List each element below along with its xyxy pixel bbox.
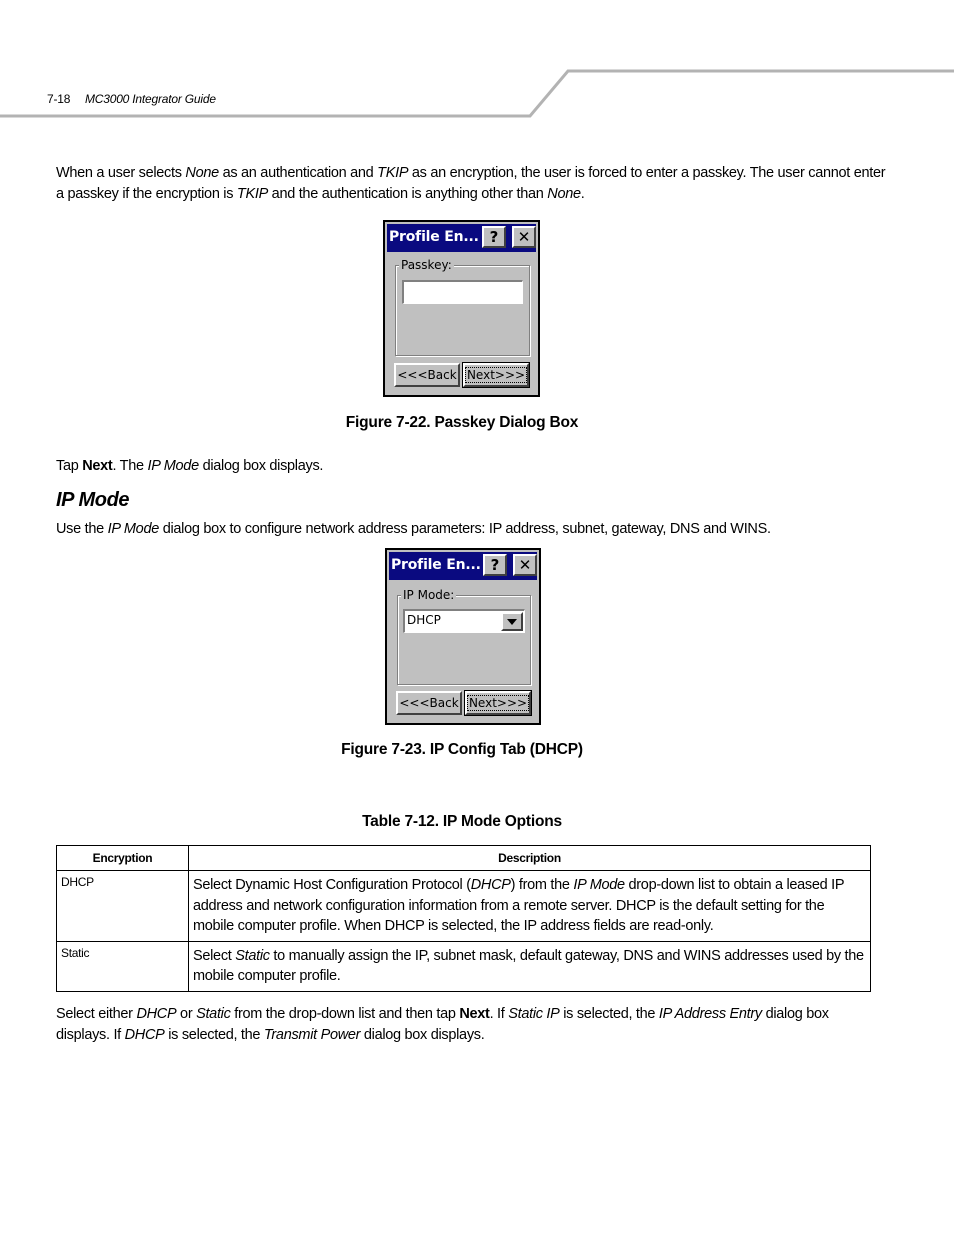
close-icon[interactable]: ✕	[512, 226, 536, 248]
encryption-cell: DHCP	[57, 871, 189, 942]
description-cell: Select Static to manually assign the IP, subnet mask, default gateway, DNS and WINS addresses used by the mobile computer profile.	[189, 941, 871, 991]
closing-paragraph: Select either DHCP or Static from the drop-down list and then tap Next. If Static IP is selected, the IP Address Entry dialog box displays. If DHCP is selected, the Transmit Power dialog box displays.	[56, 1006, 829, 1043]
ip-mode-selected: DHCP	[407, 613, 441, 627]
table-row	[57, 941, 871, 991]
ip-mode-label: IP Mode:	[403, 588, 455, 602]
table-header-row	[57, 846, 871, 871]
dialog-title: Profile En...	[391, 557, 481, 573]
ip-mode-dropdown[interactable]	[403, 609, 525, 633]
help-icon[interactable]: ?	[482, 226, 506, 248]
help-icon[interactable]: ?	[483, 554, 507, 576]
column-header: Description	[189, 846, 871, 871]
tap-next-text: Tap Next. The IP Mode dialog box displays.	[56, 458, 324, 474]
passkey-label: Passkey:	[401, 258, 452, 272]
dialog-titlebar	[389, 552, 537, 580]
next-button[interactable]: Next>>>	[465, 691, 531, 715]
passkey-input[interactable]	[402, 280, 523, 304]
passkey-group	[395, 258, 530, 356]
figure-caption-ip-config: Figure 7-23. IP Config Tab (DHCP)	[341, 741, 583, 758]
dialog-title: Profile En...	[389, 229, 479, 245]
intro-paragraph: When a user selects None as an authentication and TKIP as an encryption, the user is forced to enter a passkey. The user cannot enter a passkey if the encryption is TKIP and the authentication is anything other than None.	[56, 165, 886, 202]
table-row	[57, 871, 871, 942]
back-button[interactable]: <<<Back	[396, 691, 462, 715]
ip-mode-dialog	[385, 548, 541, 725]
dialog-titlebar	[387, 224, 536, 252]
next-button[interactable]: Next>>>	[463, 363, 529, 387]
chevron-down-icon[interactable]	[501, 612, 523, 631]
column-header: Encryption	[57, 846, 189, 871]
page-number: 7-18	[47, 92, 71, 106]
ip-mode-options-table	[56, 845, 871, 992]
description-cell: Select Dynamic Host Configuration Protocol (DHCP) from the IP Mode drop-down list to obtain a leased IP address and network configuration information from a remote server. DHCP is the default setting for the mobile computer profile. When DHCP is selected, the IP address fields are read-only.	[189, 871, 871, 942]
passkey-dialog	[383, 220, 540, 397]
guide-title: MC3000 Integrator Guide	[85, 92, 216, 106]
table-caption: Table 7-12. IP Mode Options	[362, 813, 562, 830]
figure-caption-passkey: Figure 7-22. Passkey Dialog Box	[345, 414, 579, 431]
header-rule	[0, 0, 954, 130]
section-heading: IP Mode	[56, 489, 130, 511]
ip-mode-group	[397, 588, 531, 685]
close-icon[interactable]: ✕	[513, 554, 537, 576]
encryption-cell: Static	[57, 941, 189, 991]
back-button[interactable]: <<<Back	[394, 363, 460, 387]
section-paragraph: Use the IP Mode dialog box to configure network address parameters: IP address, subnet, gateway, DNS and WINS.	[56, 521, 771, 537]
